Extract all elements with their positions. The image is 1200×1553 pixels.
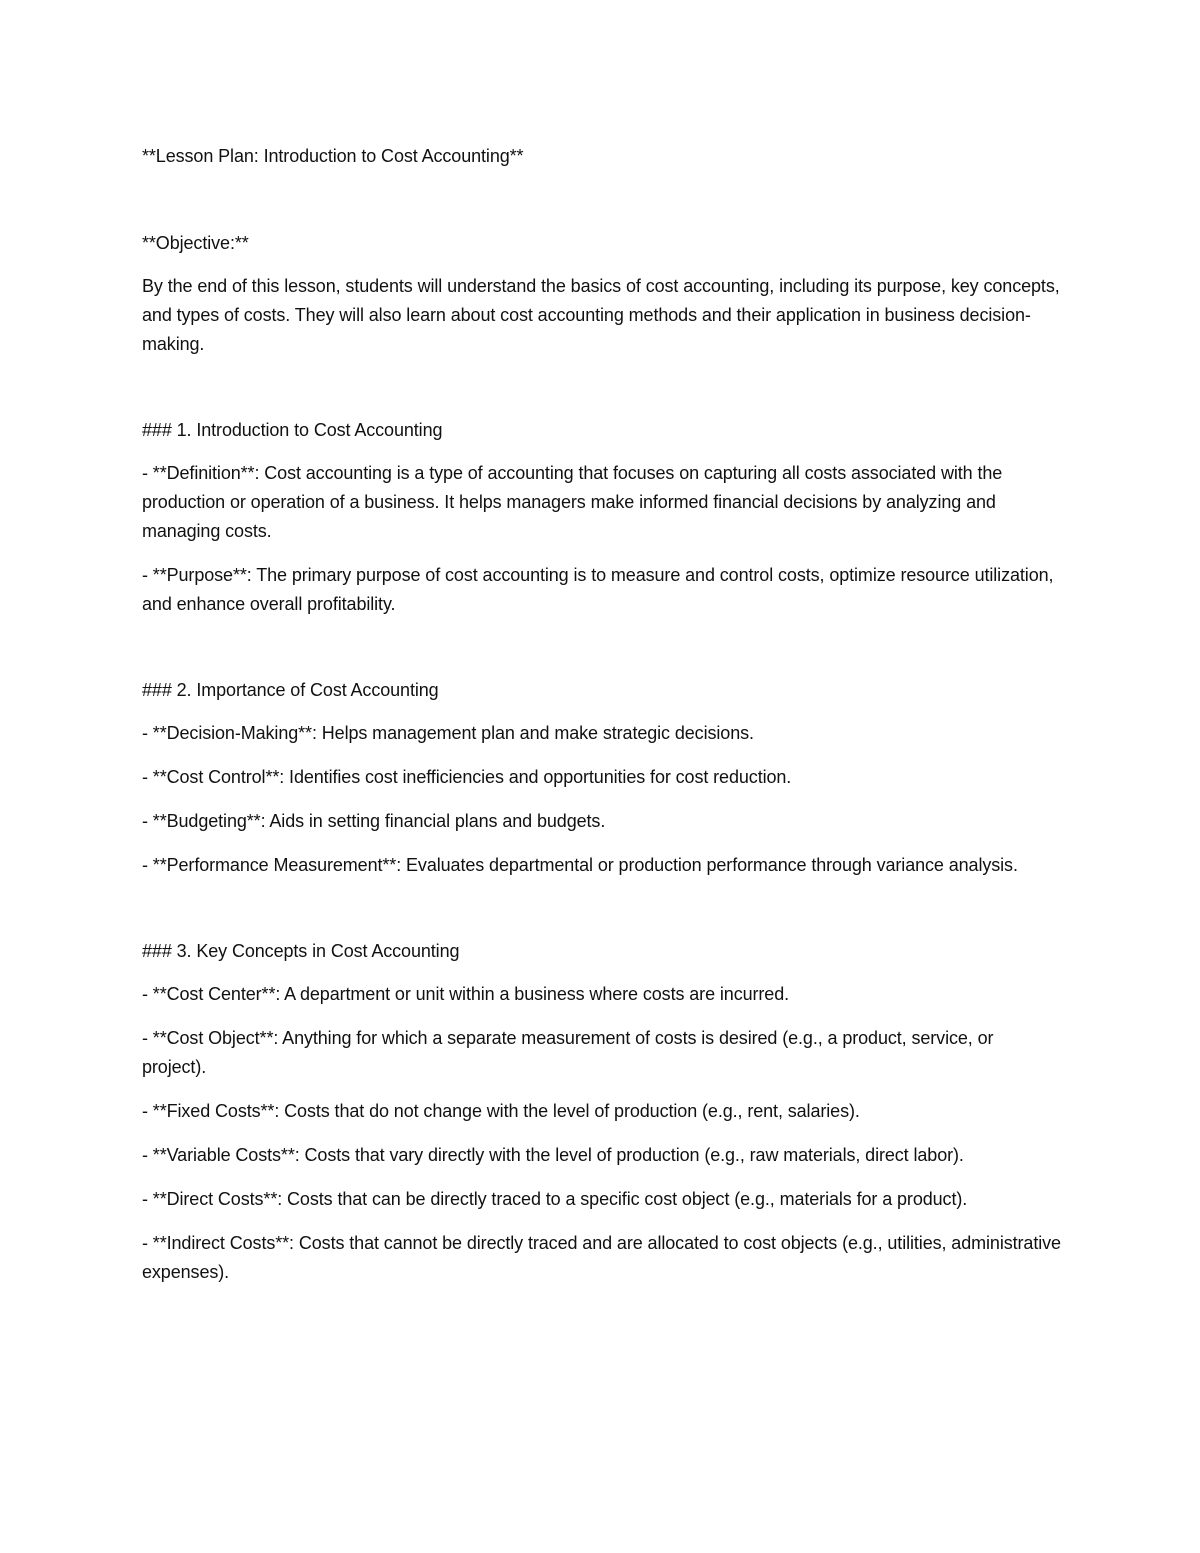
list-item-decision-making: - **Decision-Making**: Helps management plan and make strategic decisions.	[142, 723, 754, 743]
list-item-variable-costs: - **Variable Costs**: Costs that vary directly with the level of production (e.g., raw materials, direct labor).	[142, 1145, 964, 1165]
document-title: **Lesson Plan: Introduction to Cost Accounting**	[142, 146, 524, 166]
section-heading: ### 1. Introduction to Cost Accounting	[142, 420, 443, 440]
list-item-purpose: - **Purpose**: The primary purpose of cost accounting is to measure and control costs, optimize resource utilization, and enhance overall profitability.	[142, 565, 1054, 614]
section-heading: ### 3. Key Concepts in Cost Accounting	[142, 941, 460, 961]
objective-paragraph: By the end of this lesson, students will understand the basics of cost accounting, including its purpose, key concepts, and types of costs. They will also learn about cost accounting methods and their application in business decision-making.	[142, 276, 1060, 354]
list-item-performance-measurement: - **Performance Measurement**: Evaluates departmental or production performance through variance analysis.	[142, 855, 1018, 875]
list-item-cost-control: - **Cost Control**: Identifies cost inefficiencies and opportunities for cost reduction.	[142, 767, 792, 787]
section-importance	[142, 676, 1062, 880]
list-item-cost-object: - **Cost Object**: Anything for which a separate measurement of costs is desired (e.g., a product, service, or project).	[142, 1028, 994, 1077]
list-item-definition: - **Definition**: Cost accounting is a type of accounting that focuses on capturing all costs associated with the production or operation of a business. It helps managers make informed financial decisions by analyzing and managing costs.	[142, 463, 1003, 541]
section-key-concepts	[142, 937, 1062, 1287]
list-item-indirect-costs: - **Indirect Costs**: Costs that cannot be directly traced and are allocated to cost objects (e.g., utilities, administrative expenses).	[142, 1233, 1061, 1282]
section-introduction	[142, 416, 1062, 619]
objective-label: **Objective:**	[142, 233, 249, 253]
list-item-budgeting: - **Budgeting**: Aids in setting financial plans and budgets.	[142, 811, 606, 831]
list-item-cost-center: - **Cost Center**: A department or unit within a business where costs are incurred.	[142, 984, 790, 1004]
document-body	[142, 142, 1062, 1344]
list-item-fixed-costs: - **Fixed Costs**: Costs that do not change with the level of production (e.g., rent, salaries).	[142, 1101, 860, 1121]
list-item-direct-costs: - **Direct Costs**: Costs that can be directly traced to a specific cost object (e.g., materials for a product).	[142, 1189, 968, 1209]
section-heading: ### 2. Importance of Cost Accounting	[142, 680, 439, 700]
